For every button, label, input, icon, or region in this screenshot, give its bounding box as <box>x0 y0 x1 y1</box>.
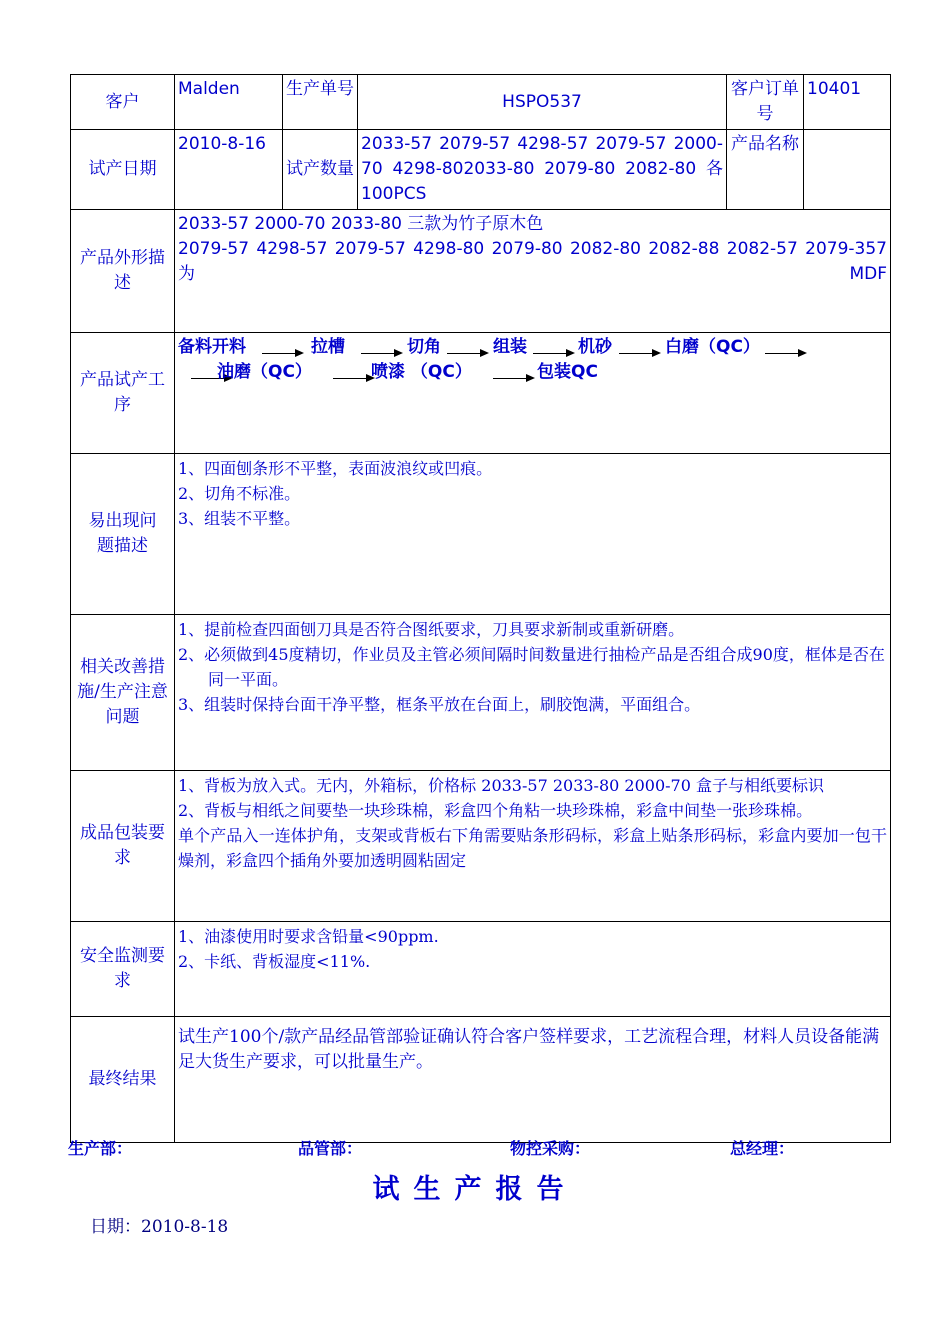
appearance-line-1: 2033-57 2000-70 2033-80 三款为竹子原木色 <box>178 214 544 234</box>
problem-item: 2、切角不标准。 <box>178 484 301 503</box>
appearance-value <box>175 210 891 333</box>
customer-value: Malden <box>175 75 283 130</box>
appearance-line-2: 2079-57 4298-57 2079-57 4298-80 2079-80 2082-80 2082-88 2082-57 2079-357 为MDF <box>178 239 887 284</box>
packing-note: 单个产品入一连体护角，支架或背板右下角需要贴条形码标，彩盒上贴条形码标，彩盒内要加一包干燥剂，彩盒四个插角外要加透明圆粘固定 <box>178 826 887 870</box>
result-label: 最终结果 <box>71 1017 175 1143</box>
process-flow <box>175 333 891 454</box>
arrow-icon <box>447 353 487 354</box>
process-step-3: 切角 <box>407 337 441 357</box>
result-text: 试生产100个/款产品经品管部验证确认符合客户签样要求，工艺流程合理，材料人员设备能满足大货生产要求，可以批量生产。 <box>175 1017 891 1143</box>
appearance-label: 产品外形描述 <box>71 210 175 333</box>
arrow-icon <box>333 378 373 379</box>
trial-production-form <box>70 74 891 1143</box>
signature-quality: 品管部： <box>298 1139 363 1158</box>
problem-item: 3、组装不平整。 <box>178 509 301 528</box>
trial-qty-label: 试产数量 <box>283 130 358 210</box>
order-label: 生产单号 <box>283 75 358 130</box>
arrow-icon <box>619 353 659 354</box>
improve-list <box>175 615 891 771</box>
arrow-icon <box>533 353 573 354</box>
safety-item: 1、油漆使用时要求含铅量<90ppm. <box>178 927 439 946</box>
arrow-icon <box>493 378 533 379</box>
product-name-label: 产品名称 <box>727 130 804 210</box>
process-label: 产品试产工序 <box>71 333 175 454</box>
improve-item: 1、提前检查四面刨刀具是否符合图纸要求，刀具要求新制或重新研磨。 <box>178 620 685 639</box>
process-step-1: 备料开料 <box>178 337 246 357</box>
safety-item: 2、卡纸、背板湿度<11%. <box>178 952 371 971</box>
process-step-2: 拉槽 <box>311 337 345 357</box>
report-date: 日期：2010-8-18 <box>90 1217 229 1237</box>
problems-label: 易出现问题描述 <box>71 454 175 615</box>
problem-item: 1、四面刨条形不平整，表面波浪纹或凹痕。 <box>178 459 493 478</box>
arrow-icon <box>262 353 302 354</box>
process-step-6: 白磨（QC） <box>665 337 760 357</box>
order-value: HSPO537 <box>358 75 727 130</box>
packing-list <box>175 771 891 922</box>
process-step-5: 机砂 <box>578 337 612 357</box>
signature-production: 生产部： <box>68 1139 133 1158</box>
process-step-8: 喷漆 （QC） <box>371 362 472 382</box>
page-title: 试生产报告 <box>372 1174 578 1205</box>
cust-order-value: 10401 <box>804 75 891 130</box>
improve-item: 3、组装时保持台面干净平整，框条平放在台面上，刷胶饱满，平面组合。 <box>178 695 701 714</box>
process-step-7: 油磨（QC） <box>217 362 312 382</box>
cust-order-label: 客户订单号 <box>727 75 804 130</box>
signature-manager: 总经理： <box>730 1139 795 1158</box>
improve-label: 相关改善措施/生产注意问题 <box>71 615 175 771</box>
problems-list <box>175 454 891 615</box>
safety-list <box>175 922 891 1017</box>
trial-date-value: 2010-8-16 <box>175 130 283 210</box>
improve-item: 2、必须做到45度精切，作业员及主管必须间隔时间数量进行抽检产品是否组合成90度，框体是否在同一平面。 <box>178 645 885 689</box>
process-step-4: 组装 <box>493 337 527 357</box>
arrow-icon <box>765 353 805 354</box>
packing-item: 2、背板与相纸之间要垫一块珍珠棉，彩盒四个角粘一块珍珠棉，彩盒中间垫一张珍珠棉。 <box>178 801 813 820</box>
safety-label: 安全监测要求 <box>71 922 175 1017</box>
trial-date-label: 试产日期 <box>71 130 175 210</box>
arrow-icon <box>361 353 401 354</box>
product-name-value <box>804 130 891 210</box>
signature-purchasing: 物控采购： <box>510 1139 591 1158</box>
customer-label: 客户 <box>71 75 175 130</box>
packing-item: 1、背板为放入式。无内，外箱标，价格标 2033-57 2033-80 2000-70 盒子与相纸要标识 <box>178 776 824 795</box>
process-step-9: 包装QC <box>537 362 598 382</box>
trial-qty-value: 2033-57 2079-57 4298-57 2079-57 2000-70 4298-802033-80 2079-80 2082-80 各100PCS <box>358 130 727 210</box>
packing-label: 成品包装要求 <box>71 771 175 922</box>
